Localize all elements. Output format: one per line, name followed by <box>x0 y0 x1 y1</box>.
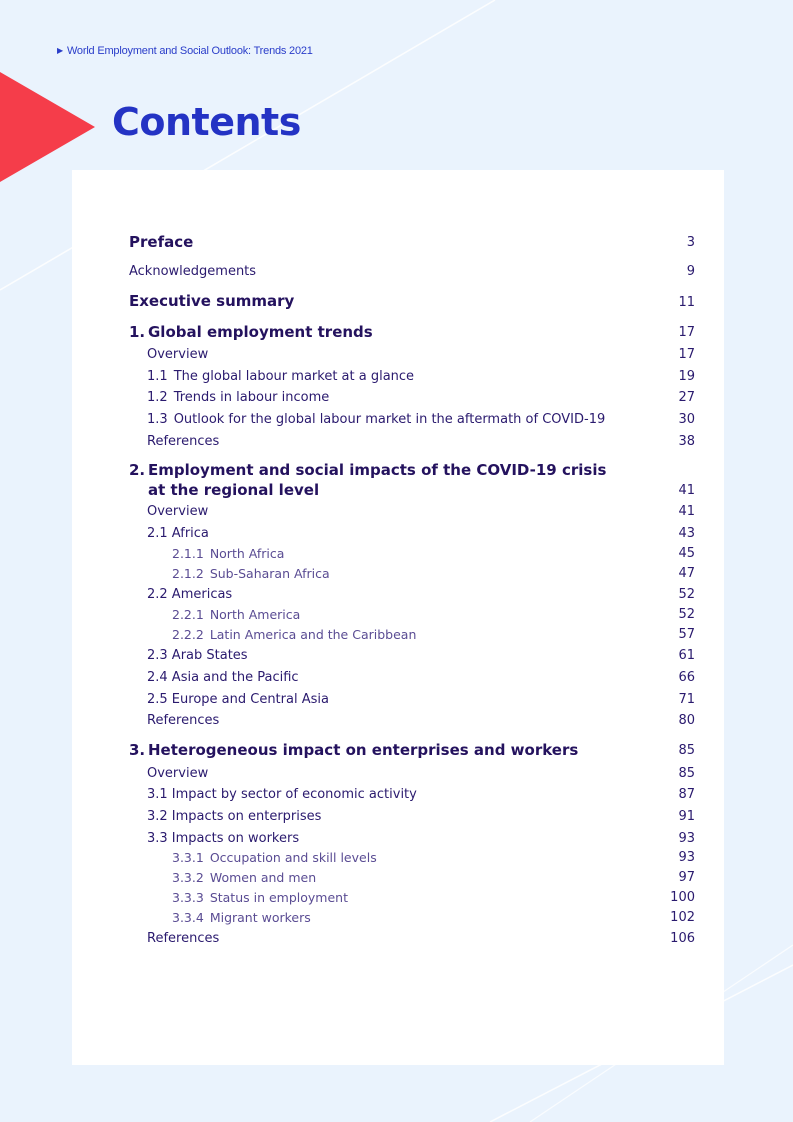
section-number: 2.1.2 <box>172 566 204 581</box>
toc-label: Women and men <box>209 870 317 885</box>
running-head-text: World Employment and Social Outlook: Trends 2021 <box>66 45 313 57</box>
section-number: 2.1.1 <box>172 546 204 561</box>
toc-page: 43 <box>678 526 695 541</box>
toc-page: 66 <box>678 670 695 685</box>
section-number: 1.1 <box>147 369 168 384</box>
toc-page: 52 <box>678 587 695 602</box>
toc-page: 52 <box>678 607 695 622</box>
toc-page: 17 <box>678 347 695 362</box>
toc-label: Trends in labour income <box>173 390 330 405</box>
toc-page: 85 <box>678 743 695 758</box>
red-triangle-decoration <box>0 72 95 182</box>
toc-label: 3.1 Impact by sector of economic activity <box>147 787 417 802</box>
toc-panel <box>72 170 724 1065</box>
toc-page: 85 <box>678 766 695 781</box>
toc-page: 27 <box>678 390 695 405</box>
toc-label: 2.5 Europe and Central Asia <box>147 692 329 707</box>
toc-label: Overview <box>147 504 209 519</box>
toc-page: 41 <box>678 483 695 498</box>
toc-label: 3.2 Impacts on enterprises <box>147 809 322 824</box>
toc-label: References <box>147 434 220 449</box>
toc-page: 80 <box>678 713 695 728</box>
toc-label: Migrant workers <box>209 910 311 925</box>
toc-label: References <box>147 713 220 728</box>
page-title: Contents <box>112 100 301 144</box>
toc-page: 71 <box>678 692 695 707</box>
toc-page: 97 <box>678 870 695 885</box>
toc-label: Global employment trends <box>148 323 373 341</box>
toc-label: 2.3 Arab States <box>147 648 248 663</box>
section-number: 1.2 <box>147 390 168 405</box>
toc-page: 57 <box>678 627 695 642</box>
toc-page: 38 <box>678 434 695 449</box>
toc-label: References <box>147 931 220 946</box>
toc-page: 47 <box>678 566 695 581</box>
toc-label: North Africa <box>209 546 285 561</box>
toc-page: 61 <box>678 648 695 663</box>
toc-label-line1: Employment and social impacts of the COVID-19 crisis <box>148 461 607 479</box>
toc-label: Overview <box>147 766 209 781</box>
toc-label: Latin America and the Caribbean <box>209 627 417 642</box>
section-number: 3.3.4 <box>172 910 204 925</box>
toc-page: 3 <box>686 235 695 250</box>
toc-label: 2.2 Americas <box>147 587 233 602</box>
toc-label: Outlook for the global labour market in the aftermath of COVID-19 <box>173 412 606 427</box>
toc-page: 87 <box>678 787 695 802</box>
toc-label-line2: at the regional level <box>148 481 320 499</box>
toc-label: 2.1 Africa <box>147 526 209 541</box>
section-number: 1.3 <box>147 412 168 427</box>
toc-label: Occupation and skill levels <box>209 850 377 865</box>
toc-label: Heterogeneous impact on enterprises and workers <box>148 741 579 759</box>
section-number: 3.3.2 <box>172 870 204 885</box>
toc-page: 100 <box>670 890 695 905</box>
toc-page: 19 <box>678 369 695 384</box>
toc-label: 3.3 Impacts on workers <box>147 831 300 846</box>
table-of-contents <box>72 170 724 1065</box>
toc-label: Status in employment <box>209 890 348 905</box>
toc-page: 9 <box>686 264 695 279</box>
chapter-number: 1. <box>129 323 146 341</box>
section-number: 2.2.2 <box>172 627 204 642</box>
chapter-number: 3. <box>129 741 146 759</box>
toc-page: 41 <box>678 504 695 519</box>
chapter-number: 2. <box>129 461 146 479</box>
toc-label: Acknowledgements <box>129 264 257 279</box>
play-triangle-icon: ▶ <box>57 46 63 55</box>
toc-label: 2.4 Asia and the Pacific <box>147 670 299 685</box>
toc-page: 91 <box>678 809 695 824</box>
toc-page: 93 <box>678 850 695 865</box>
toc-page: 93 <box>678 831 695 846</box>
toc-page: 11 <box>678 295 695 310</box>
toc-label: Executive summary <box>129 292 295 310</box>
section-number: 3.3.3 <box>172 890 204 905</box>
toc-page: 30 <box>678 412 695 427</box>
running-head <box>57 45 313 57</box>
section-number: 2.2.1 <box>172 607 204 622</box>
section-number: 3.3.1 <box>172 850 204 865</box>
toc-label: North America <box>209 607 301 622</box>
toc-label: Sub-Saharan Africa <box>209 566 330 581</box>
toc-page: 102 <box>670 910 695 925</box>
toc-label: The global labour market at a glance <box>173 369 415 384</box>
toc-label: Preface <box>129 233 194 251</box>
toc-page: 106 <box>670 931 695 946</box>
toc-page: 45 <box>678 546 695 561</box>
toc-page: 17 <box>678 325 695 340</box>
toc-label: Overview <box>147 347 209 362</box>
